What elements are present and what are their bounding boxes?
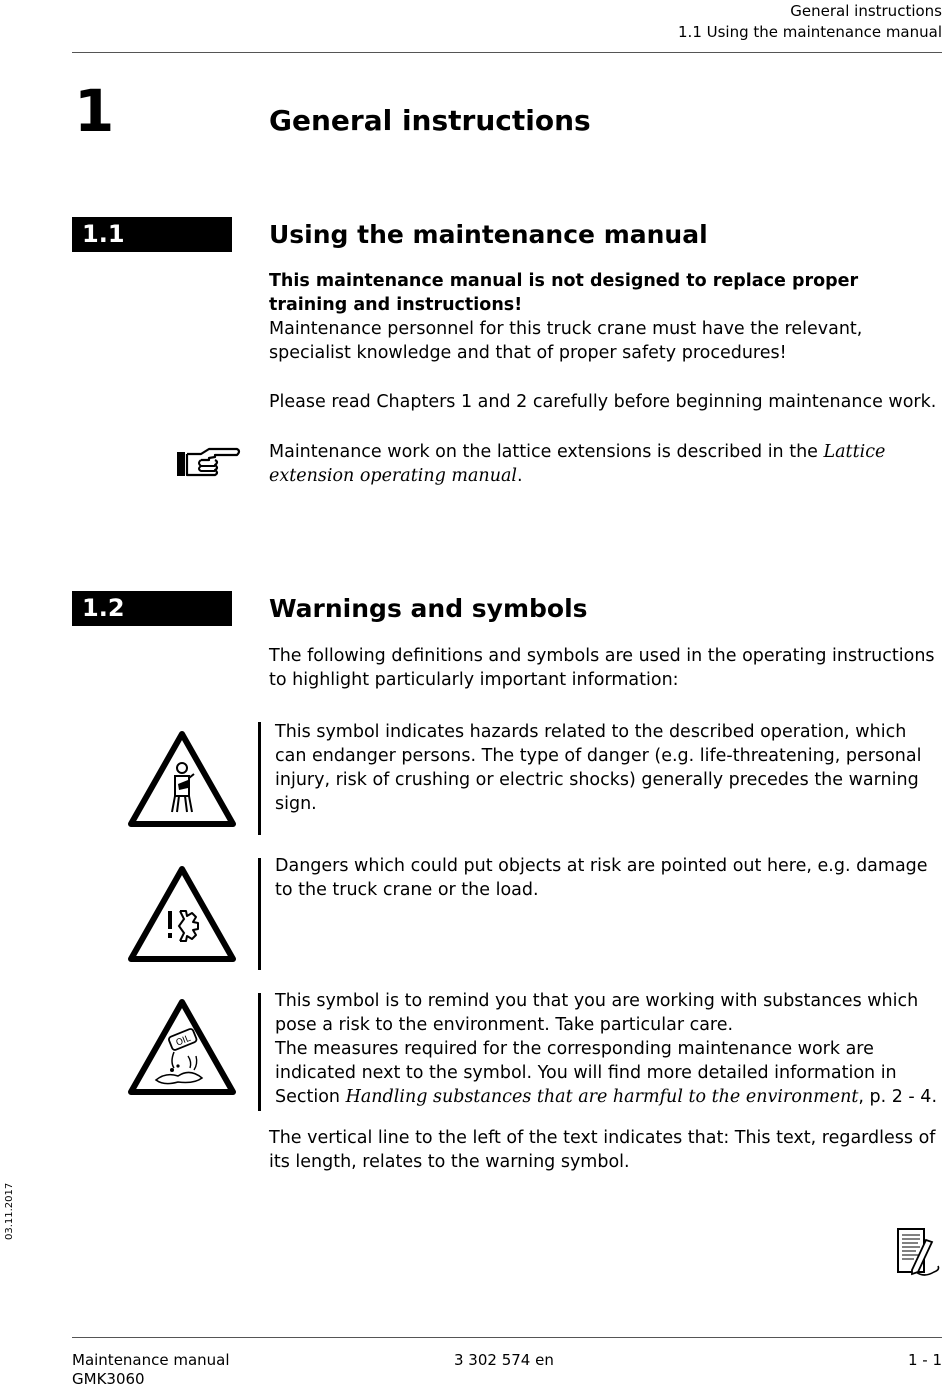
lattice-note — [269, 440, 941, 488]
page-reference: , p. 2 - 4. — [858, 1087, 938, 1107]
section-number-box — [72, 591, 232, 626]
section-number: 1.1 — [82, 220, 125, 248]
footer-document-number: 3 302 574 en — [454, 1351, 554, 1369]
footer-manual-title: Maintenance manual — [72, 1351, 230, 1369]
section-title: Using the maintenance manual — [269, 220, 708, 249]
section-title: Warnings and symbols — [269, 594, 588, 623]
lattice-manual-reference: Lattice extension operating manual — [269, 442, 886, 486]
environment-hazard-text: This symbol is to remind you that you are working with substances which pose a risk to the environment. Take particular care. — [275, 991, 919, 1035]
warning-vertical-line — [258, 993, 261, 1111]
note-suffix: . — [517, 466, 523, 486]
person-hazard-text: This symbol indicates hazards related to the described operation, which can endanger persons. The type of danger (e.g. life-threatening, personal injury, risk of crushing or electric shocks) generally precedes the warning sign. — [275, 722, 922, 814]
section-number: 1.2 — [82, 594, 125, 622]
header-section: 1.1 Using the maintenance manual — [678, 23, 942, 41]
side-date: 03.11.2017 — [4, 1182, 15, 1240]
note-text: Maintenance work on the lattice extensions is described in the — [269, 442, 824, 462]
manual-document-icon — [894, 1226, 942, 1278]
paragraph: Please read Chapters 1 and 2 carefully before beginning maintenance work. — [269, 392, 937, 412]
header-rule — [72, 52, 942, 53]
chapter-title: General instructions — [269, 104, 591, 137]
section-intro: The following definitions and symbols are used in the operating instructions to highlight particularly important information: — [269, 646, 935, 690]
header-chapter: General instructions — [790, 2, 942, 20]
section-reference: Handling substances that are harmful to the environment — [345, 1087, 859, 1107]
environment-oil-warning-icon — [126, 996, 238, 1098]
footer-rule — [72, 1337, 942, 1338]
warning-vertical-line — [258, 722, 261, 835]
footer-page-number: 1 - 1 — [907, 1351, 942, 1369]
paragraph: Maintenance personnel for this truck crane must have the relevant, specialist knowledge and that of proper safety procedures! — [269, 319, 863, 363]
warning-vertical-line — [258, 858, 261, 970]
footer-model: GMK3060 — [72, 1370, 145, 1388]
environment-measures-text — [275, 1037, 943, 1109]
bold-warning-text: This maintenance manual is not designed to replace proper training and instructions! — [269, 271, 859, 315]
section-number-box — [72, 217, 232, 252]
vertical-line-explanation: The vertical line to the left of the text indicates that: This text, regardless of its length, relates to the warning symbol. — [269, 1128, 936, 1172]
person-hazard-warning-icon — [126, 728, 238, 830]
oil-label: OIL — [174, 1033, 193, 1049]
measures-text: The measures required for the corresponding maintenance work are indicated next to the symbol. You will find more detailed information in Section — [275, 1039, 897, 1107]
pointing-hand-icon — [175, 445, 243, 483]
chapter-number: 1 — [74, 77, 115, 145]
object-damage-warning-icon — [126, 863, 238, 965]
object-damage-text: Dangers which could put objects at risk are pointed out here, e.g. damage to the truck crane or the load. — [275, 856, 928, 900]
